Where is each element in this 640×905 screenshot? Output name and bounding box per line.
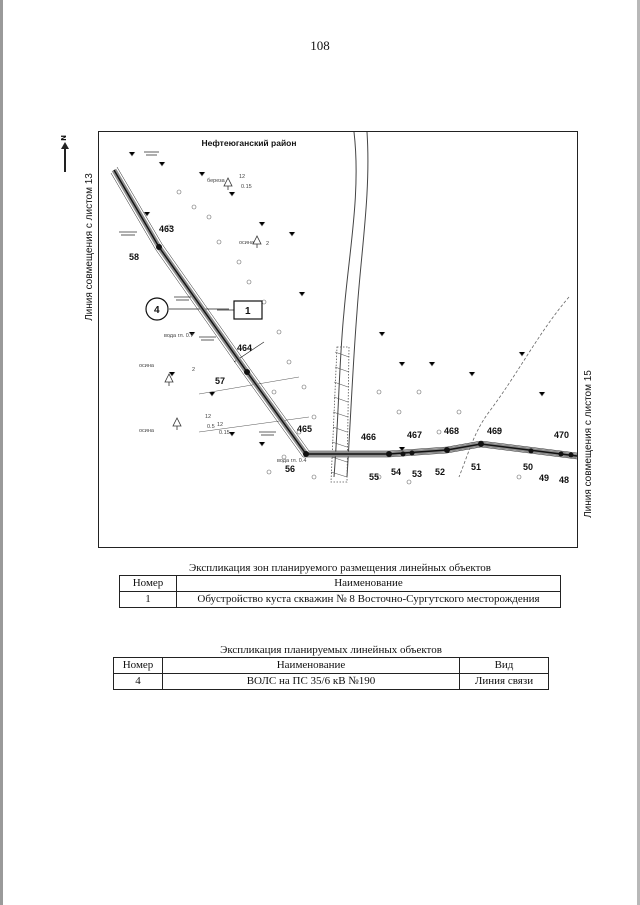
point-55 (386, 451, 392, 457)
lines-header-name: Наименование (163, 658, 460, 674)
lines-header-type: Вид (460, 658, 549, 674)
north-letter: N (59, 135, 68, 141)
point-label-56: 56 (285, 464, 296, 474)
lines-cell-type: Линия связи (460, 674, 549, 690)
river-bank-east (347, 132, 368, 477)
map-frame (98, 131, 578, 548)
point-57 (244, 369, 250, 375)
vegetation-label-4: вода гл. 0.7 (164, 333, 194, 339)
point-49 (559, 452, 564, 457)
vegetation-number-0: 12 (239, 174, 246, 180)
vegetation-number-6: 2 (266, 241, 270, 247)
point-label-51: 51 (471, 462, 482, 472)
point-label-57: 57 (215, 376, 226, 386)
vegetation-number-3: 0.5 (207, 424, 215, 430)
zone-number-label: 1 (245, 306, 251, 317)
table-row (114, 674, 549, 690)
point-label-464: 464 (237, 343, 253, 353)
zones-explication (119, 561, 561, 608)
zones-cell-number: 1 (120, 592, 177, 608)
point-label-52: 52 (435, 467, 446, 477)
route-centerline (114, 170, 577, 456)
point-label-48: 48 (559, 475, 570, 485)
zones-header-number: Номер (120, 576, 177, 592)
point-label-469: 469 (487, 426, 503, 436)
side-label-sheet-13: Линия совмещения с листом 13 (84, 173, 95, 321)
route-corridor (114, 170, 577, 456)
side-label-sheet-15: Линия совмещения с листом 15 (583, 370, 594, 518)
vegetation-label-0: береза (207, 178, 225, 184)
point-54 (401, 452, 406, 457)
district-label: Нефтеюганский район (201, 138, 297, 148)
point-label-466: 466 (361, 432, 377, 442)
table-row (120, 592, 561, 608)
point-51 (478, 441, 484, 447)
water-marks (119, 152, 276, 435)
vegetation-number-7: 2 (192, 367, 196, 373)
route-edge-upper (117, 167, 577, 453)
vegetation-number-5: 0.15 (219, 430, 230, 436)
point-52 (444, 447, 450, 453)
zones-table-caption: Экспликация зон планируемого размещения линейных объектов (189, 562, 491, 574)
point-label-49: 49 (539, 473, 550, 483)
vegetation-label-1: осина (239, 240, 254, 246)
leader-veg-2 (199, 417, 309, 432)
zones-table (119, 575, 561, 608)
lines-header-number: Номер (114, 658, 163, 674)
vegetation-number-4: 12 (217, 422, 224, 428)
map-canvas (99, 132, 578, 548)
lines-cell-number: 4 (114, 674, 163, 690)
vegetation-label-5: вода гл. 0.4 (277, 458, 307, 464)
river-bank-west (334, 132, 356, 477)
point-label-58: 58 (129, 252, 140, 262)
north-arrow (58, 134, 72, 174)
point-58 (156, 244, 162, 250)
point-56 (303, 451, 309, 457)
vegetation-label-2: осина (139, 363, 154, 369)
vegetation-number-1: 0.15 (241, 184, 252, 190)
point-label-463: 463 (159, 224, 175, 234)
north-arrow-shaft (64, 144, 66, 172)
point-48 (569, 453, 574, 458)
grass-ticks (129, 152, 545, 451)
point-label-50: 50 (523, 462, 534, 472)
point-50 (529, 449, 534, 454)
lines-table-caption: Экспликация планируемых линейных объектов (220, 644, 442, 656)
page-number: 108 (310, 38, 330, 53)
point-53 (410, 451, 415, 456)
lines-explication (113, 643, 549, 690)
point-label-55: 55 (369, 472, 380, 482)
zones-header-name: Наименование (177, 576, 561, 592)
route-number-label: 4 (154, 305, 160, 316)
zones-table-header (120, 576, 561, 592)
vegetation-number-2: 12 (205, 414, 212, 420)
point-label-470: 470 (554, 430, 570, 440)
point-label-468: 468 (444, 426, 460, 436)
leader-veg-1 (199, 377, 299, 394)
scan-edge-left (0, 0, 3, 905)
lines-cell-name: ВОЛС на ПС 35/6 кВ №190 (163, 674, 460, 690)
point-label-465: 465 (297, 424, 313, 434)
zones-cell-name: Обустройство куста скважин № 8 Восточно-Сургутского месторождения (177, 592, 561, 608)
point-label-467: 467 (407, 430, 423, 440)
point-label-54: 54 (391, 467, 402, 477)
lines-table (113, 657, 549, 690)
point-label-53: 53 (412, 469, 423, 479)
lines-table-header (114, 658, 549, 674)
vegetation-label-3: осина (139, 428, 154, 434)
